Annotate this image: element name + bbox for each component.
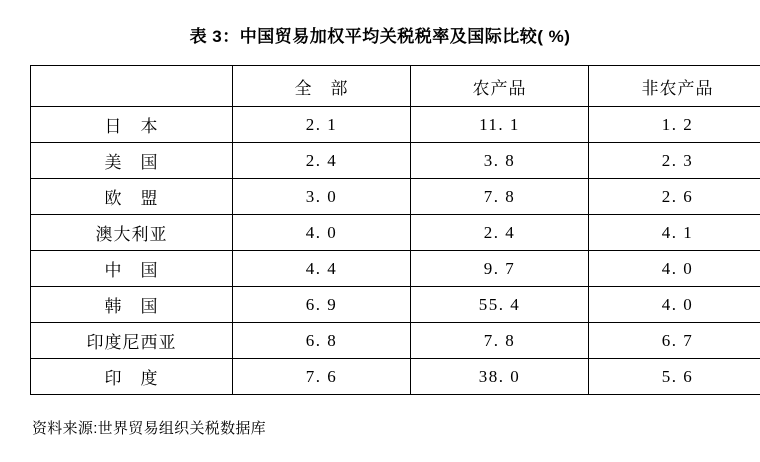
column-header-nonagriculture: 非农产品 (589, 66, 760, 107)
cell-all: 2. 4 (233, 143, 411, 179)
table-row (31, 143, 760, 179)
column-header-agriculture: 农产品 (411, 66, 589, 107)
row-label: 韩 国 (31, 287, 233, 323)
cell-all: 3. 0 (233, 179, 411, 215)
cell-all: 6. 9 (233, 287, 411, 323)
row-label: 欧 盟 (31, 179, 233, 215)
table-row (31, 215, 760, 251)
table-row (31, 179, 760, 215)
cell-all: 7. 6 (233, 359, 411, 395)
row-label: 印 度 (31, 359, 233, 395)
cell-nonagriculture: 2. 6 (589, 179, 760, 215)
cell-agriculture: 2. 4 (411, 215, 589, 251)
cell-nonagriculture: 4. 1 (589, 215, 760, 251)
cell-agriculture: 38. 0 (411, 359, 589, 395)
row-label: 澳大利亚 (31, 215, 233, 251)
cell-agriculture: 11. 1 (411, 107, 589, 143)
table-row (31, 359, 760, 395)
column-header-blank (31, 66, 233, 107)
table-header-row (31, 66, 760, 107)
row-label: 中 国 (31, 251, 233, 287)
cell-agriculture: 55. 4 (411, 287, 589, 323)
cell-nonagriculture: 1. 2 (589, 107, 760, 143)
table-row (31, 287, 760, 323)
page-title: 表 3：中国贸易加权平均关税税率及国际比较( %) (189, 27, 571, 46)
row-label: 日 本 (31, 107, 233, 143)
cell-all: 6. 8 (233, 323, 411, 359)
table-body (31, 107, 760, 395)
cell-nonagriculture: 4. 0 (589, 287, 760, 323)
tariff-table (30, 65, 760, 395)
table-header (31, 66, 760, 107)
column-header-all: 全 部 (233, 66, 411, 107)
cell-agriculture: 9. 7 (411, 251, 589, 287)
cell-nonagriculture: 2. 3 (589, 143, 760, 179)
table-row (31, 251, 760, 287)
cell-nonagriculture: 5. 6 (589, 359, 760, 395)
table-container (0, 65, 760, 395)
row-label: 美 国 (31, 143, 233, 179)
cell-agriculture: 7. 8 (411, 323, 589, 359)
table-row (31, 107, 760, 143)
table-row (31, 323, 760, 359)
cell-all: 4. 0 (233, 215, 411, 251)
cell-nonagriculture: 4. 0 (589, 251, 760, 287)
row-label: 印度尼西亚 (31, 323, 233, 359)
cell-agriculture: 3. 8 (411, 143, 589, 179)
cell-all: 4. 4 (233, 251, 411, 287)
cell-all: 2. 1 (233, 107, 411, 143)
source-note: 资料来源:世界贸易组织关税数据库 (32, 420, 266, 437)
cell-agriculture: 7. 8 (411, 179, 589, 215)
cell-nonagriculture: 6. 7 (589, 323, 760, 359)
